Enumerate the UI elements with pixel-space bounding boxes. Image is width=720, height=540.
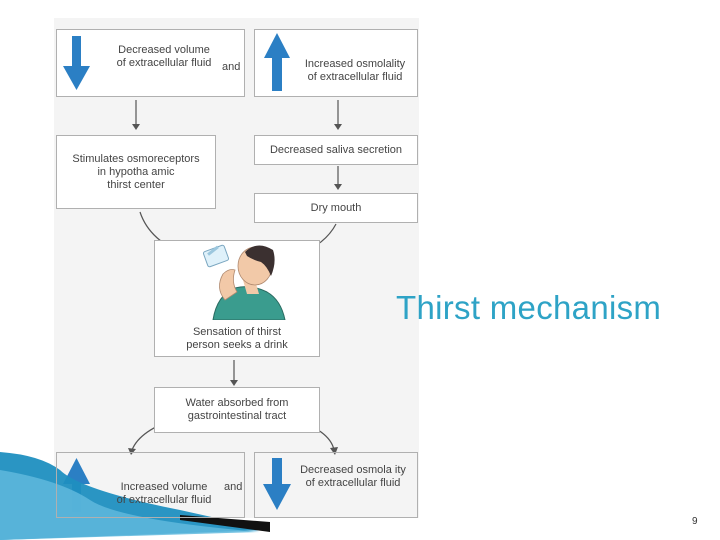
slide-title: Thirst mechanism	[396, 289, 662, 326]
stimulates-line3: thirst center	[107, 178, 165, 191]
bottom-right-text	[290, 464, 416, 490]
bottom-right-line1: Decreased osmola ity	[300, 464, 406, 476]
page-number: 9	[692, 516, 698, 527]
bottom-right-line2: of extracellular fluid	[305, 477, 401, 489]
sensation-line1: Sensation of thirst	[192, 326, 282, 338]
box-decreased-saliva	[254, 135, 418, 165]
absorbed-line1: Water absorbed from	[185, 397, 289, 409]
absorbed-line2: gastrointestinal tract	[187, 410, 287, 422]
blue-up-arrow-icon	[264, 33, 290, 91]
stimulates-line2: in hypotha amic	[97, 165, 175, 178]
top-left-text	[94, 44, 234, 70]
drinking-person-illustration	[195, 240, 315, 320]
bottom-and-label: and	[224, 481, 243, 493]
box-stimulates-osmoreceptors	[56, 135, 216, 209]
blue-down-arrow-icon	[63, 36, 90, 90]
box-water-absorbed	[154, 387, 320, 433]
top-left-line1: Decreased volume	[118, 44, 210, 56]
box-dry-mouth	[254, 193, 418, 223]
top-right-line2: of extracellular fluid	[307, 71, 403, 83]
top-right-text	[294, 58, 416, 84]
bottom-left-line2: of extracellular fluid	[116, 494, 212, 506]
bottom-left-text	[94, 481, 234, 507]
stimulates-line1: Stimulates osmoreceptors	[72, 152, 200, 165]
sensation-line2: person seeks a drink	[186, 339, 288, 351]
top-right-line1: Increased osmolality	[304, 58, 406, 70]
top-left-line2: of extracellular fluid	[116, 57, 212, 69]
bottom-left-line1: Increased volume	[120, 481, 208, 493]
dry-mouth-text: Dry mouth	[310, 201, 362, 214]
saliva-text: Decreased saliva secretion	[269, 143, 403, 156]
top-and-label: and	[222, 61, 241, 73]
